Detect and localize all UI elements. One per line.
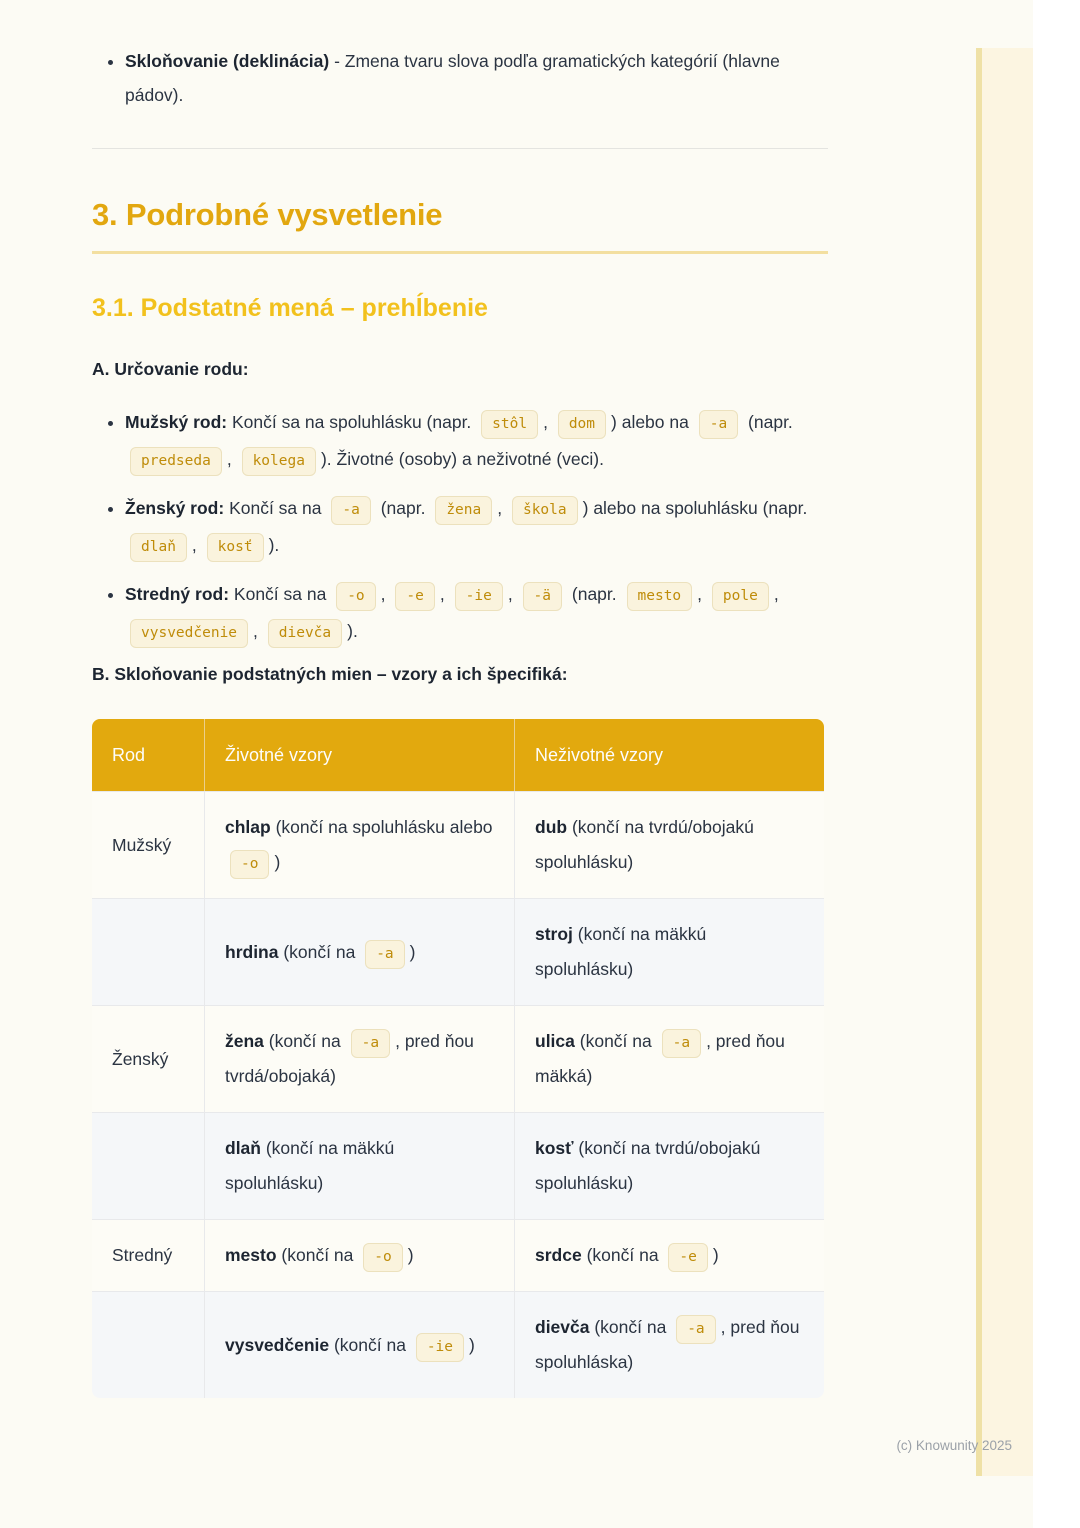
- text-run: ,: [226, 449, 237, 469]
- text-run: (napr.: [375, 498, 431, 518]
- code-token: -ä: [523, 582, 562, 611]
- text-run: ).: [268, 535, 280, 555]
- text-run: ,: [497, 498, 507, 518]
- code-token: kosť: [207, 533, 264, 562]
- bold-term: chlap: [225, 817, 271, 837]
- text-run: ,: [439, 584, 450, 604]
- zivotne-cell: [205, 791, 515, 898]
- text-run: ). Životné (osoby) a neživotné (veci).: [320, 449, 604, 469]
- rod-cell: Ženský: [92, 1005, 205, 1112]
- bold-term: hrdina: [225, 941, 279, 962]
- bold-term: Ženský rod:: [125, 498, 225, 518]
- rod-cell: [92, 898, 205, 1005]
- code-token: mesto: [627, 582, 693, 611]
- code-token: -o: [230, 850, 269, 879]
- bold-term: mesto: [225, 1245, 277, 1265]
- code-token: -ie: [416, 1333, 464, 1362]
- text-run: (končí na mäkkú spoluhlásku): [535, 924, 707, 979]
- gender-rule-item: [125, 576, 828, 650]
- declension-table: [92, 719, 824, 1398]
- text-run: ,: [773, 584, 779, 604]
- text-run: , pred ňou spoluhláska): [535, 1317, 800, 1372]
- text-run: - Zmena tvaru slova podľa gramatických kategórií (hlavne pádov).: [125, 51, 780, 105]
- text-run: (končí na: [276, 1245, 359, 1265]
- bold-term: srdce: [535, 1245, 582, 1265]
- bold-term: vysvedčenie: [225, 1334, 330, 1355]
- header-zivotne: Životné vzory: [205, 719, 515, 791]
- document-content: [92, 44, 828, 1398]
- nezivotne-cell: [515, 898, 824, 1005]
- table-row: [92, 1291, 824, 1398]
- text-run: ) alebo na: [611, 412, 694, 432]
- text-run: (končí na tvrdú/obojakú spoluhlásku): [535, 1138, 761, 1193]
- code-token: -o: [363, 1243, 402, 1272]
- text-run: (končí na: [574, 1031, 657, 1051]
- table-header-row: [92, 719, 824, 791]
- text-run: Končí sa na: [229, 584, 332, 604]
- text-run: (napr.: [567, 584, 622, 604]
- intro-bullet-item: [125, 44, 828, 112]
- code-token: -o: [336, 582, 375, 611]
- text-run: (končí na tvrdú/obojakú spoluhlásku): [535, 817, 754, 872]
- code-token: škola: [512, 496, 578, 525]
- text-run: ,: [507, 584, 518, 604]
- text-run: ): [407, 1245, 414, 1265]
- bold-term: Stredný rod:: [125, 584, 230, 604]
- intro-bullet-list: [92, 44, 828, 112]
- header-rod: Rod: [92, 719, 205, 791]
- subsection-heading: 3.1. Podstatné mená – prehĺbenie: [92, 294, 488, 322]
- part-b-title: B. Skloňovanie podstatných mien – vzory a ich špecifiká:: [92, 664, 568, 684]
- text-run: (napr.: [743, 412, 793, 432]
- bold-term: dub: [535, 817, 568, 837]
- zivotne-cell: [205, 1219, 515, 1291]
- table-row: [92, 1219, 824, 1291]
- text-run: (končí na: [263, 1031, 346, 1051]
- part-a-title: A. Určovanie rodu:: [92, 359, 249, 379]
- code-token: -e: [395, 582, 434, 611]
- code-token: -a: [662, 1029, 701, 1058]
- text-run: (končí na: [329, 1334, 411, 1355]
- bold-term: ulica: [535, 1031, 575, 1051]
- section-divider: [92, 148, 828, 149]
- text-run: ,: [380, 584, 391, 604]
- code-token: -a: [351, 1029, 390, 1058]
- table-row: [92, 1112, 824, 1219]
- code-token: -a: [365, 940, 404, 969]
- gender-rules-list: [92, 404, 828, 650]
- code-token: predseda: [130, 447, 222, 476]
- text-run: (končí na: [581, 1245, 664, 1265]
- text-run: ).: [347, 621, 358, 641]
- nezivotne-cell: [515, 1005, 824, 1112]
- bold-term: Skloňovanie (deklinácia): [125, 51, 330, 71]
- bold-term: Mužský rod:: [125, 412, 228, 432]
- code-token: -e: [668, 1243, 707, 1272]
- text-run: ): [274, 852, 281, 872]
- declension-table-head: [92, 719, 824, 791]
- copyright-credit: (c) Knowunity 2025: [896, 1438, 1012, 1453]
- code-token: dlaň: [130, 533, 187, 562]
- text-run: ,: [191, 535, 202, 555]
- text-run: ,: [697, 584, 707, 604]
- nezivotne-cell: [515, 1291, 824, 1398]
- text-run: Končí sa na spoluhlásku (napr.: [227, 412, 477, 432]
- nezivotne-cell: [515, 791, 824, 898]
- text-run: (končí na: [589, 1317, 672, 1337]
- text-run: Končí sa na: [224, 498, 327, 518]
- gender-rule-item: [125, 404, 828, 478]
- code-token: kolega: [242, 447, 316, 476]
- code-token: -a: [699, 410, 738, 439]
- text-run: ): [712, 1245, 719, 1265]
- zivotne-cell: [205, 1005, 515, 1112]
- text-run: ) alebo na spoluhlásku (napr.: [582, 498, 808, 518]
- text-run: , pred ňou mäkká): [535, 1031, 785, 1086]
- rod-cell: [92, 1291, 205, 1398]
- bold-term: kosť: [535, 1138, 574, 1158]
- declension-table-body: [92, 791, 824, 1398]
- text-run: (končí na: [278, 941, 361, 962]
- code-token: -a: [676, 1315, 715, 1344]
- header-nezivotne: Neživotné vzory: [515, 719, 824, 791]
- code-token: dievča: [268, 619, 342, 648]
- table-row: [92, 1005, 824, 1112]
- zivotne-cell: [205, 898, 515, 1005]
- table-row: [92, 898, 824, 1005]
- rod-cell: Stredný: [92, 1219, 205, 1291]
- code-token: vysvedčenie: [130, 619, 248, 648]
- code-token: dom: [558, 410, 606, 439]
- code-token: -ie: [455, 582, 503, 611]
- table-row: [92, 791, 824, 898]
- rod-cell: Mužský: [92, 791, 205, 898]
- rod-cell: [92, 1112, 205, 1219]
- code-token: stôl: [481, 410, 538, 439]
- text-run: , pred ňou tvrdá/obojaká): [225, 1031, 474, 1086]
- text-run: ): [469, 1334, 475, 1355]
- section-heading: 3. Podrobné vysvetlenie: [92, 197, 828, 254]
- code-token: -a: [331, 496, 370, 525]
- zivotne-cell: [205, 1112, 515, 1219]
- nezivotne-cell: [515, 1219, 824, 1291]
- text-run: (končí na mäkkú spoluhlásku): [225, 1138, 395, 1193]
- side-stripe-decoration: [976, 48, 1033, 1476]
- text-run: (končí na spoluhlásku alebo: [270, 817, 493, 837]
- gender-rule-item: [125, 490, 828, 564]
- bold-term: dievča: [535, 1317, 590, 1337]
- code-token: žena: [435, 496, 492, 525]
- text-run: ,: [253, 621, 263, 641]
- zivotne-cell: [205, 1291, 515, 1398]
- text-run: ,: [543, 412, 553, 432]
- code-token: pole: [712, 582, 769, 611]
- bold-term: stroj: [535, 924, 573, 944]
- bold-term: dlaň: [225, 1138, 261, 1158]
- nezivotne-cell: [515, 1112, 824, 1219]
- bold-term: žena: [225, 1031, 264, 1051]
- text-run: ): [409, 941, 416, 962]
